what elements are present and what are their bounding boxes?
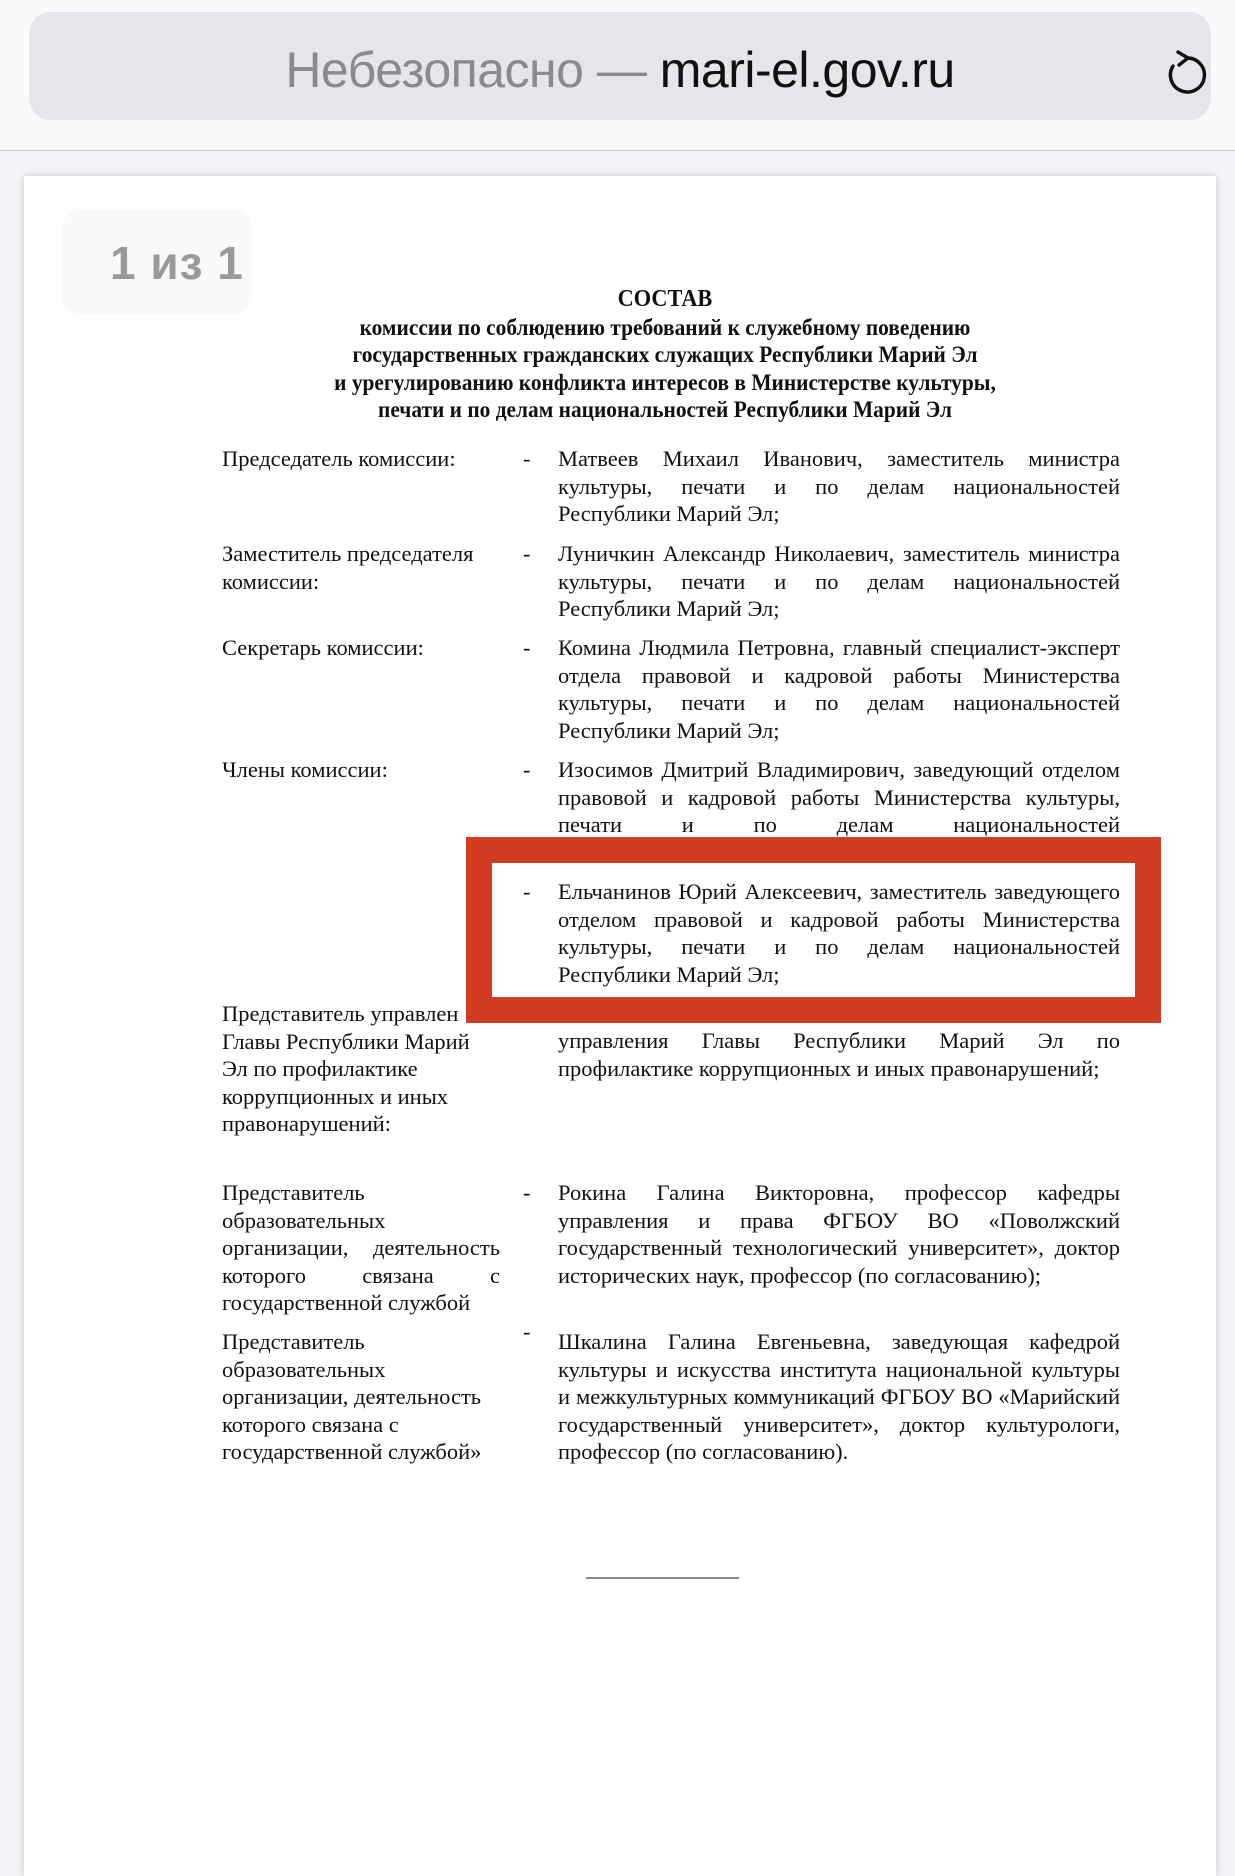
member-description: Рокина Галина Викторовна, профессор кафедры управления и права ФГБОУ ВО «Поволжский государственный технологический университет», доктор исторических наук, профессор (по согласованию);	[558, 1180, 1120, 1288]
page-indicator	[62, 210, 252, 314]
document-title: СОСТАВ	[617, 286, 713, 312]
member-role: Секретарь комиссии:	[222, 635, 424, 660]
member-description: Изосимов Дмитрий Владимирович, заведующий отделом правовой и кадровой работы Министерства культуры, печати и по делам национальностей	[558, 757, 1120, 837]
member-dash: -	[523, 446, 531, 471]
member-dash: -	[523, 757, 531, 782]
member-role: Председатель комиссии:	[222, 446, 456, 471]
reload-button[interactable]	[1159, 44, 1215, 104]
insecure-label: Небезопасно —	[285, 42, 647, 98]
member-description: управления Главы Республики Марий Эл по профилактике коррупционных и иных правонарушений;	[558, 1028, 1120, 1081]
member-role: Представитель управлен Главы Республики Марий Эл по профилактике коррупционных и иных правонарушений:	[222, 1001, 470, 1136]
member-dash: -	[523, 1180, 531, 1205]
reload-icon	[1164, 48, 1210, 100]
member-role: Заместитель председателя комиссии:	[222, 541, 474, 594]
address-domain: mari-el.gov.ru	[659, 42, 955, 98]
member-description: Луничкин Александр Николаевич, заместитель министра культуры, печати и по делам национальностей Республики Марий Эл;	[558, 541, 1120, 621]
member-description: Шкалина Галина Евгеньевна, заведующая кафедрой культуры и искусства института национальной культуры и межкультурных коммуникаций ФГБОУ ВО «Марийский государственный университет», доктор культурологи, профессор (по согласованию).	[558, 1329, 1120, 1464]
highlighted-member-description: Ельчанинов Юрий Алексеевич, заместитель заведующего отделом правовой и кадровой работы Министерства культуры, печати и по делам национальностей Республики Марий Эл;	[558, 879, 1120, 987]
document-subtitle-line: печати и по делам национальностей Республики Марий Эл	[378, 397, 952, 422]
document-subtitle-line: и урегулированию конфликта интересов в Министерстве культуры,	[334, 369, 996, 395]
address-text[interactable]	[29, 42, 1211, 98]
address-bar[interactable]	[29, 12, 1211, 120]
page-indicator-text: 1 из 1	[110, 237, 244, 289]
member-dash: -	[523, 879, 531, 904]
member-description: Комина Людмила Петровна, главный специалист-эксперт отдела правовой и кадровой работы Министерства культуры, печати и по делам национальностей Республики Марий Эл;	[558, 635, 1120, 743]
closing-rule	[586, 1577, 739, 1579]
document-title-block	[279, 286, 1051, 424]
member-role: Представитель образовательных организации, деятельность которого связана с государственной службой	[222, 1180, 500, 1315]
member-role: Представитель образовательных организации, деятельность которого связана с государственной службой»	[222, 1329, 482, 1464]
browser-top-bar	[0, 0, 1235, 151]
member-dash: -	[523, 541, 531, 566]
document-subtitle-line: государственных гражданских служащих Республики Марий Эл	[352, 342, 978, 367]
member-dash: -	[523, 635, 531, 660]
member-dash: -	[523, 1319, 531, 1344]
pdf-page	[24, 176, 1216, 1876]
member-role: Члены комиссии:	[222, 757, 388, 782]
member-description: Матвеев Михаил Иванович, заместитель министра культуры, печати и по делам национальностей Республики Марий Эл;	[558, 446, 1120, 526]
document-subtitle-line: комиссии по соблюдению требований к служебному поведению	[359, 314, 971, 340]
